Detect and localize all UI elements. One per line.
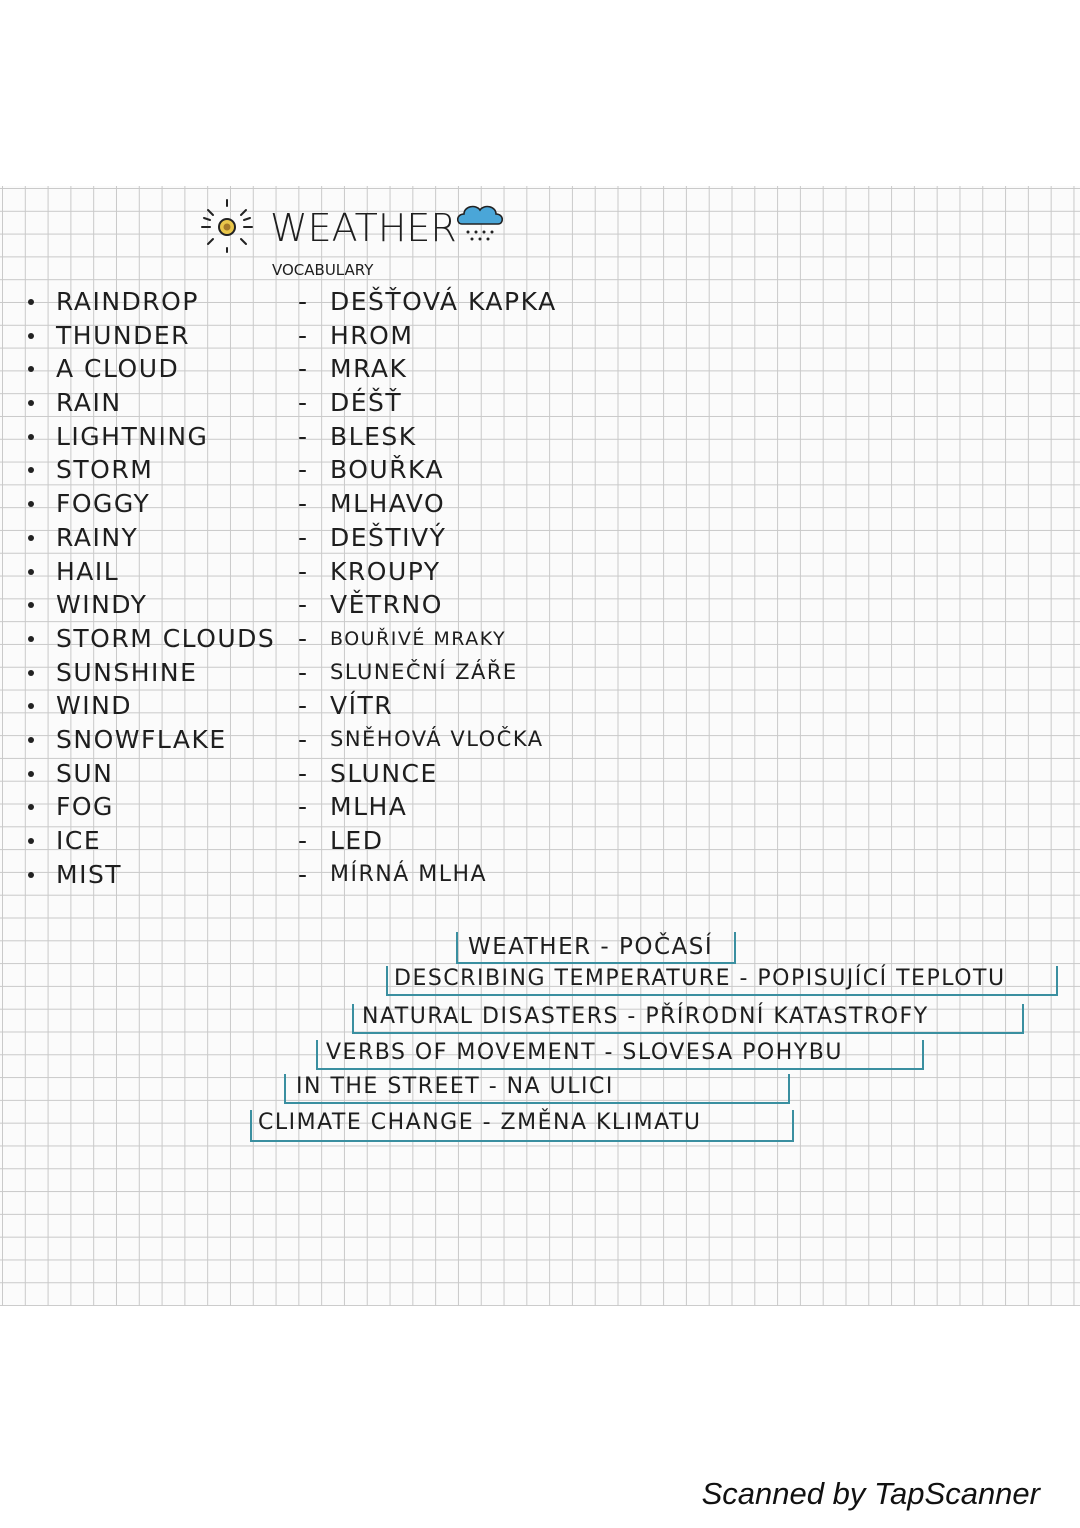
- czech-translation: SNĚHOVÁ VLOČKA: [330, 726, 544, 751]
- bullet: [28, 467, 34, 473]
- english-word: THUNDER: [56, 320, 190, 350]
- vocab-row: [0, 656, 700, 690]
- bullet: [28, 400, 34, 406]
- separator-dash: -: [298, 657, 308, 687]
- topic-natural-disasters: NATURAL DISASTERS - PŘÍRODNÍ KATASTROFY: [362, 1004, 929, 1029]
- bullet: [28, 636, 34, 642]
- separator-dash: -: [298, 826, 308, 855]
- vocab-row: [0, 824, 700, 858]
- czech-translation: MLHAVO: [330, 489, 446, 519]
- separator-dash: -: [298, 489, 308, 519]
- topic-describing-temperature: DESCRIBING TEMPERATURE - POPISUJÍCÍ TEPLOTU: [394, 966, 1006, 991]
- vocab-row: [0, 487, 700, 521]
- bullet: [28, 670, 34, 676]
- english-word: SUNSHINE: [56, 657, 198, 687]
- separator-dash: -: [298, 388, 308, 418]
- separator-dash: -: [298, 859, 308, 889]
- vocab-row: [0, 622, 700, 656]
- english-word: ICE: [56, 826, 102, 855]
- separator-dash: -: [298, 354, 308, 384]
- czech-translation: HROM: [330, 320, 414, 350]
- czech-translation: VÍTR: [330, 691, 394, 721]
- english-word: SNOWFLAKE: [56, 724, 227, 754]
- bullet: [28, 771, 34, 777]
- czech-translation: DÉŠŤ: [330, 388, 403, 418]
- bullet: [28, 569, 34, 575]
- english-word: RAINY: [56, 522, 139, 552]
- bullet: [28, 299, 34, 305]
- separator-dash: -: [298, 758, 308, 788]
- separator-dash: -: [298, 724, 308, 754]
- english-word: FOG: [56, 792, 114, 822]
- bullet: [28, 703, 34, 709]
- czech-translation: SLUNEČNÍ ZÁŘE: [330, 659, 518, 684]
- topic-verbs-of-movement: VERBS OF MOVEMENT - SLOVESA POHYBU: [326, 1040, 843, 1065]
- bullet: [28, 434, 34, 440]
- vocab-row: [0, 453, 700, 487]
- vocab-row: [0, 319, 700, 353]
- english-word: MIST: [56, 859, 123, 889]
- separator-dash: -: [298, 522, 308, 552]
- vocab-row: [0, 420, 700, 454]
- separator-dash: -: [298, 792, 308, 822]
- czech-translation: BOUŘIVÉ MRAKY: [330, 627, 507, 650]
- czech-translation: KROUPY: [330, 556, 441, 586]
- separator-dash: -: [298, 421, 308, 451]
- english-word: STORM: [56, 455, 154, 485]
- scanner-watermark: Scanned by TapScanner: [701, 1476, 1040, 1511]
- czech-translation: MÍRNÁ MLHA: [330, 861, 488, 887]
- vocab-row: [0, 689, 700, 723]
- czech-translation: SLUNCE: [330, 758, 438, 788]
- czech-translation: BLESK: [330, 421, 417, 451]
- vocab-row: [0, 352, 700, 386]
- english-word: HAIL: [56, 556, 120, 586]
- czech-translation: LED: [330, 826, 384, 855]
- bullet: [28, 872, 34, 878]
- english-word: SUN: [56, 758, 114, 788]
- english-word: A CLOUD: [56, 354, 180, 384]
- topic-climate-change: CLIMATE CHANGE - ZMĚNA KLIMATU: [258, 1110, 702, 1135]
- bullet: [28, 804, 34, 810]
- vocab-row: [0, 386, 700, 420]
- vocab-row: [0, 521, 700, 555]
- vocab-row: [0, 790, 700, 824]
- bullet: [28, 602, 34, 608]
- bullet: [28, 501, 34, 507]
- bullet: [28, 366, 34, 372]
- vocab-row: [0, 757, 700, 791]
- czech-translation: MLHA: [330, 792, 408, 822]
- separator-dash: -: [298, 287, 308, 316]
- vocab-row: [0, 285, 700, 319]
- czech-translation: DEŠŤOVÁ KAPKA: [330, 287, 557, 316]
- topic-weather: WEATHER - POČASÍ: [468, 934, 714, 960]
- separator-dash: -: [298, 691, 308, 721]
- vocab-row: [0, 858, 700, 892]
- english-word: WINDY: [56, 590, 148, 620]
- english-word: RAINDROP: [56, 287, 199, 316]
- vocab-row: [0, 588, 700, 622]
- separator-dash: -: [298, 590, 308, 620]
- vocab-row: [0, 555, 700, 589]
- topic-in-the-street: IN THE STREET - NA ULICI: [296, 1074, 614, 1099]
- czech-translation: BOUŘKA: [330, 455, 445, 485]
- bullet: [28, 535, 34, 541]
- vocab-row: [0, 723, 700, 757]
- bullet: [28, 737, 34, 743]
- vocabulary-list: [0, 285, 700, 891]
- english-word: WIND: [56, 691, 133, 721]
- english-word: STORM CLOUDS: [56, 623, 276, 653]
- separator-dash: -: [298, 556, 308, 586]
- page-subtitle: VOCABULARY: [272, 261, 374, 279]
- sun-icon: [198, 196, 256, 254]
- english-word: RAIN: [56, 388, 122, 418]
- czech-translation: DEŠTIVÝ: [330, 522, 447, 552]
- czech-translation: MRAK: [330, 354, 408, 384]
- separator-dash: -: [298, 320, 308, 350]
- separator-dash: -: [298, 455, 308, 485]
- english-word: FOGGY: [56, 489, 151, 519]
- bullet: [28, 333, 34, 339]
- page-title: WEATHER: [270, 206, 457, 250]
- rain-cloud-icon: [452, 200, 510, 248]
- separator-dash: -: [298, 623, 308, 653]
- english-word: LIGHTNING: [56, 421, 209, 451]
- bullet: [28, 838, 34, 844]
- czech-translation: VĚTRNO: [330, 590, 443, 620]
